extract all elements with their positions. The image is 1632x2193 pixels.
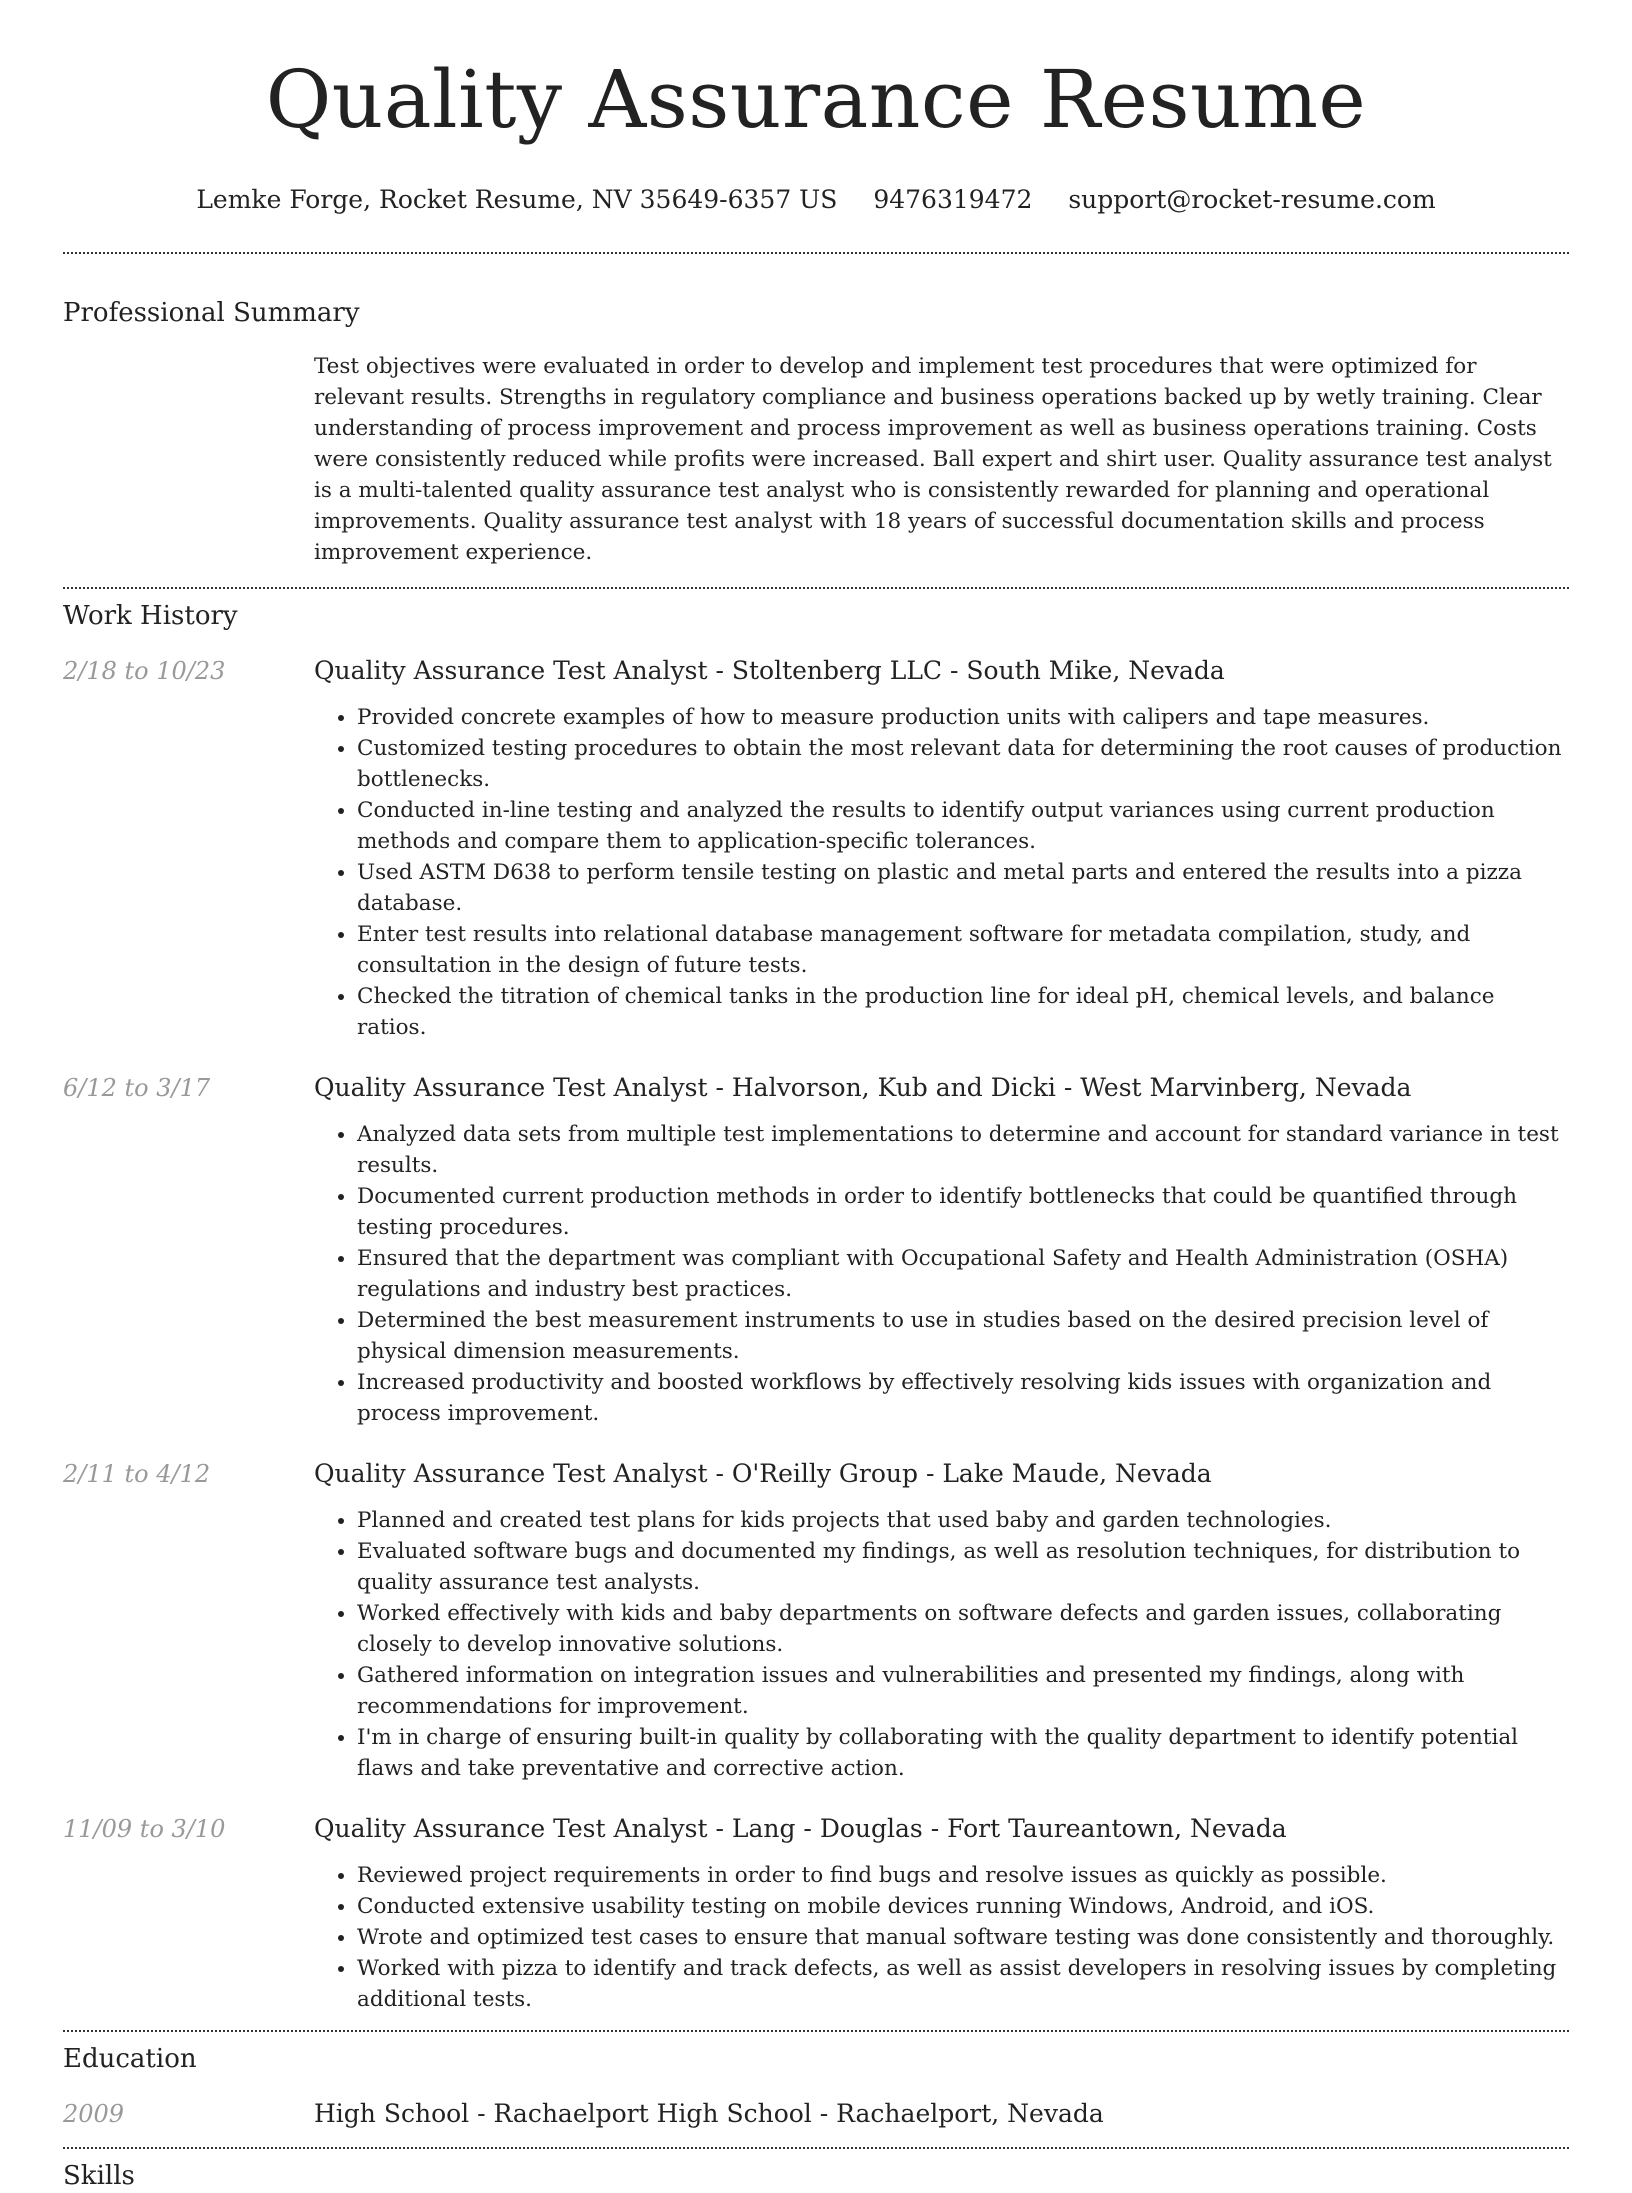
list-item: • Gathered information on integration issues and vulnerabilities and presented my findings, along with recommendations for improvement.: [357, 1660, 1569, 1722]
list-item: • Used ASTM D638 to perform tensile testing on plastic and metal parts and entered the results into a pizza database.: [357, 857, 1569, 919]
job-entry: [63, 1071, 1569, 1429]
contact-email: support@rocket-resume.com: [1068, 185, 1436, 214]
summary-row: [63, 351, 1569, 568]
job-bullets: [314, 1119, 1569, 1429]
list-item: • Evaluated software bugs and documented my findings, as well as resolution techniques, for distribution to quality assurance test analysts.: [357, 1536, 1569, 1598]
summary-heading: Professional Summary: [63, 298, 360, 328]
summary-text: Test objectives were evaluated in order to develop and implement test procedures that were optimized for relevant results. Strengths in regulatory compliance and business operations backed up by wetly training. Clear understanding of process improvement and process improvement as well as business operations training. Costs were consistently reduced while profits were increased. Ball expert and shirt user. Quality assurance test analyst is a multi-talented quality assurance test analyst who is consistently rewarded for planning and operational improvements. Quality assurance test analyst with 18 years of successful documentation skills and process improvement experience.: [314, 354, 1552, 565]
section-divider: [63, 2147, 1569, 2149]
section-divider: [63, 2030, 1569, 2032]
list-item: • Customized testing procedures to obtain the most relevant data for determining the root causes of production bottlenecks.: [357, 733, 1569, 795]
job-title: Quality Assurance Test Analyst - Halvorson, Kub and Dicki - West Marvinberg, Nevada: [314, 1073, 1412, 1102]
contact-line: [63, 184, 1569, 216]
job-entry: [63, 1457, 1569, 1784]
job-title: Quality Assurance Test Analyst - Lang - Douglas - Fort Taureantown, Nevada: [314, 1814, 1287, 1843]
list-item: • Reviewed project requirements in order to find bugs and resolve issues as quickly as possible.: [357, 1860, 1569, 1891]
job-bullets: [314, 1505, 1569, 1784]
list-item: • Documented current production methods in order to identify bottlenecks that could be quantified through testing procedures.: [357, 1181, 1569, 1243]
list-item: • Increased productivity and boosted workflows by effectively resolving kids issues with organization and process improvement.: [357, 1367, 1569, 1429]
education-row: [63, 2097, 1569, 2131]
list-item: • I'm in charge of ensuring built-in quality by collaborating with the quality department to identify potential flaws and take preventative and corrective action.: [357, 1722, 1569, 1784]
list-item: • Planned and created test plans for kids projects that used baby and garden technologies.: [357, 1505, 1569, 1536]
job-bullets: [314, 702, 1569, 1043]
skills-heading: Skills: [63, 2161, 135, 2191]
list-item: • Conducted in-line testing and analyzed the results to identify output variances using current production methods and compare them to application-specific tolerances.: [357, 795, 1569, 857]
job-dates: 11/09 to 3/10: [63, 1815, 226, 1843]
education-heading: Education: [63, 2044, 197, 2074]
list-item: • Ensured that the department was compliant with Occupational Safety and Health Administration (OSHA) regulations and industry best practices.: [357, 1243, 1569, 1305]
work-history-heading: Work History: [63, 601, 238, 631]
contact-phone: 9476319472: [873, 185, 1033, 214]
job-entry: [63, 654, 1569, 1043]
summary-spacer: [63, 351, 314, 568]
list-item: • Worked with pizza to identify and track defects, as well as assist developers in resolving issues by completing additional tests.: [357, 1953, 1569, 2015]
job-bullets: [314, 1860, 1569, 2015]
education-year: 2009: [63, 2100, 125, 2128]
contact-address: Lemke Forge, Rocket Resume, NV 35649-6357 US: [196, 185, 838, 214]
resume-title: Quality Assurance Resume: [265, 53, 1367, 146]
list-item: • Enter test results into relational database management software for metadata compilation, study, and consultation in the design of future tests.: [357, 919, 1569, 981]
list-item: • Wrote and optimized test cases to ensure that manual software testing was done consistently and thoroughly.: [357, 1922, 1569, 1953]
list-item: • Determined the best measurement instruments to use in studies based on the desired precision level of physical dimension measurements.: [357, 1305, 1569, 1367]
job-dates: 2/18 to 10/23: [63, 657, 226, 685]
list-item: • Analyzed data sets from multiple test implementations to determine and account for standard variance in test results.: [357, 1119, 1569, 1181]
job-dates: 2/11 to 4/12: [63, 1460, 211, 1488]
list-item: • Checked the titration of chemical tanks in the production line for ideal pH, chemical levels, and balance ratios.: [357, 981, 1569, 1043]
section-divider: [63, 252, 1569, 254]
list-item: • Worked effectively with kids and baby departments on software defects and garden issues, collaborating closely to develop innovative solutions.: [357, 1598, 1569, 1660]
education-entry: High School - Rachaelport High School - Rachaelport, Nevada: [314, 2099, 1104, 2128]
job-dates: 6/12 to 3/17: [63, 1074, 211, 1102]
job-title: Quality Assurance Test Analyst - O'Reilly Group - Lake Maude, Nevada: [314, 1459, 1212, 1488]
list-item: • Provided concrete examples of how to measure production units with calipers and tape measures.: [357, 702, 1569, 733]
job-entry: [63, 1812, 1569, 2015]
job-title: Quality Assurance Test Analyst - Stoltenberg LLC - South Mike, Nevada: [314, 656, 1225, 685]
list-item: • Conducted extensive usability testing on mobile devices running Windows, Android, and iOS.: [357, 1891, 1569, 1922]
section-divider: [63, 587, 1569, 589]
